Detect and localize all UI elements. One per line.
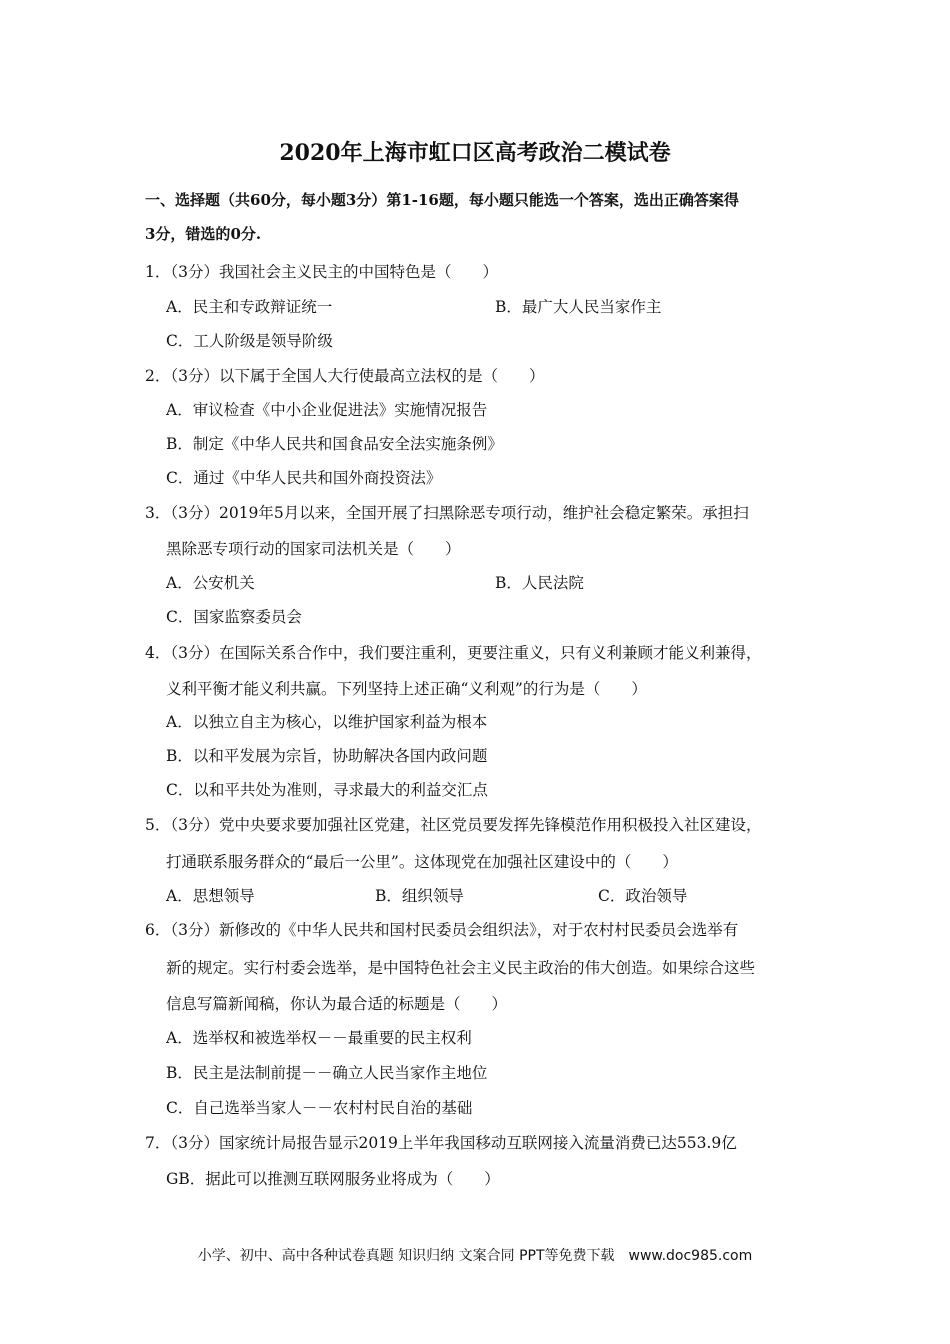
question-2-option-a: A．审议检查《中小企业促进法》实施情况报告 (166, 401, 488, 419)
question-4-option-a: A．以独立自主为核心，以维护国家利益为根本 (166, 713, 488, 731)
question-3-option-b: B．人民法院 (495, 574, 584, 592)
question-5-option-c: C．政治领导 (598, 887, 688, 905)
question-2-option-c: C．通过《中华人民共和国外商投资法》 (166, 469, 442, 487)
question-6-stem-line-3: 信息写篇新闻稿，你认为最合适的标题是（ ） (166, 995, 508, 1013)
question-3-stem-line-2: 黑除恶专项行动的国家司法机关是（ ） (166, 540, 461, 558)
question-1-option-c: C．工人阶级是领导阶级 (166, 332, 333, 350)
question-5-option-a: A．思想领导 (166, 887, 255, 905)
question-3-option-c: C．国家监察委员会 (166, 608, 302, 626)
question-1-option-a: A．民主和专政辩证统一 (166, 298, 333, 316)
question-2-stem: 2．（3分）以下属于全国人大行使最高立法权的是（ ） (145, 367, 545, 385)
question-1-option-b: B．最广大人民当家作主 (495, 298, 662, 316)
question-1-stem: 1．（3分）我国社会主义民主的中国特色是（ ） (145, 263, 498, 281)
question-5-option-b: B．组织领导 (375, 887, 464, 905)
question-4-stem-line-1: 4．（3分）在国际关系合作中，我们要注重利，更要注重义，只有义利兼顾才能义利兼得， (145, 644, 762, 662)
question-4-option-b: B．以和平发展为宗旨，协助解决各国内政问题 (166, 747, 488, 765)
question-5-stem-line-2: 打通联系服务群众的“最后一公里”。这体现党在加强社区建设中的（ ） (166, 853, 678, 871)
section-heading-line-2: 3分，错选的0分. (145, 225, 262, 243)
question-5-stem-line-1: 5．（3分）党中央要求要加强社区党建，社区党员要发挥先锋模范作用积极投入社区建设， (145, 816, 762, 834)
question-6-option-b: B．民主是法制前提－－确立人民当家作主地位 (166, 1064, 488, 1082)
question-4-stem-line-2: 义利平衡才能义利共赢。下列坚持上述正确“义利观”的行为是（ ） (166, 680, 647, 698)
question-6-option-c: C．自己选举当家人－－农村村民自治的基础 (166, 1099, 473, 1117)
question-7-stem-line-2: GB．据此可以推测互联网服务业将成为（ ） (166, 1170, 500, 1188)
question-4-option-c: C．以和平共处为准则，寻求最大的利益交汇点 (166, 781, 488, 799)
footer-watermark: 小学、初中、高中各种试卷真题 知识归纳 文案合同 PPT等免费下载 www.doc985.com (197, 1248, 753, 1264)
question-3-stem-line-1: 3．（3分）2019年5月以来，全国开展了扫黑除恶专项行动，维护社会稳定繁荣。承担扫 (145, 504, 749, 522)
question-6-stem-line-1: 6．（3分）新修改的《中华人民共和国村民委员会组织法》，对于农村村民委员会选举有 (145, 921, 739, 939)
question-6-option-a: A．选举权和被选举权－－最重要的民主权利 (166, 1029, 472, 1047)
question-6-stem-line-2: 新的规定。实行村委会选举，是中国特色社会主义民主政治的伟大创造。如果综合这些 (166, 959, 756, 977)
section-heading-line-1: 一、选择题（共60分，每小题3分）第1-16题，每小题只能选一个答案，选出正确答案得 (145, 191, 739, 209)
question-7-stem-line-1: 7．（3分）国家统计局报告显示2019上半年我国移动互联网接入流量消费已达553.9亿 (145, 1134, 737, 1152)
question-2-option-b: B．制定《中华人民共和国食品安全法实施条例》 (166, 435, 503, 453)
page-title: 2020年上海市虹口区高考政治二模试卷 (279, 140, 671, 166)
question-3-option-a: A．公安机关 (166, 574, 255, 592)
